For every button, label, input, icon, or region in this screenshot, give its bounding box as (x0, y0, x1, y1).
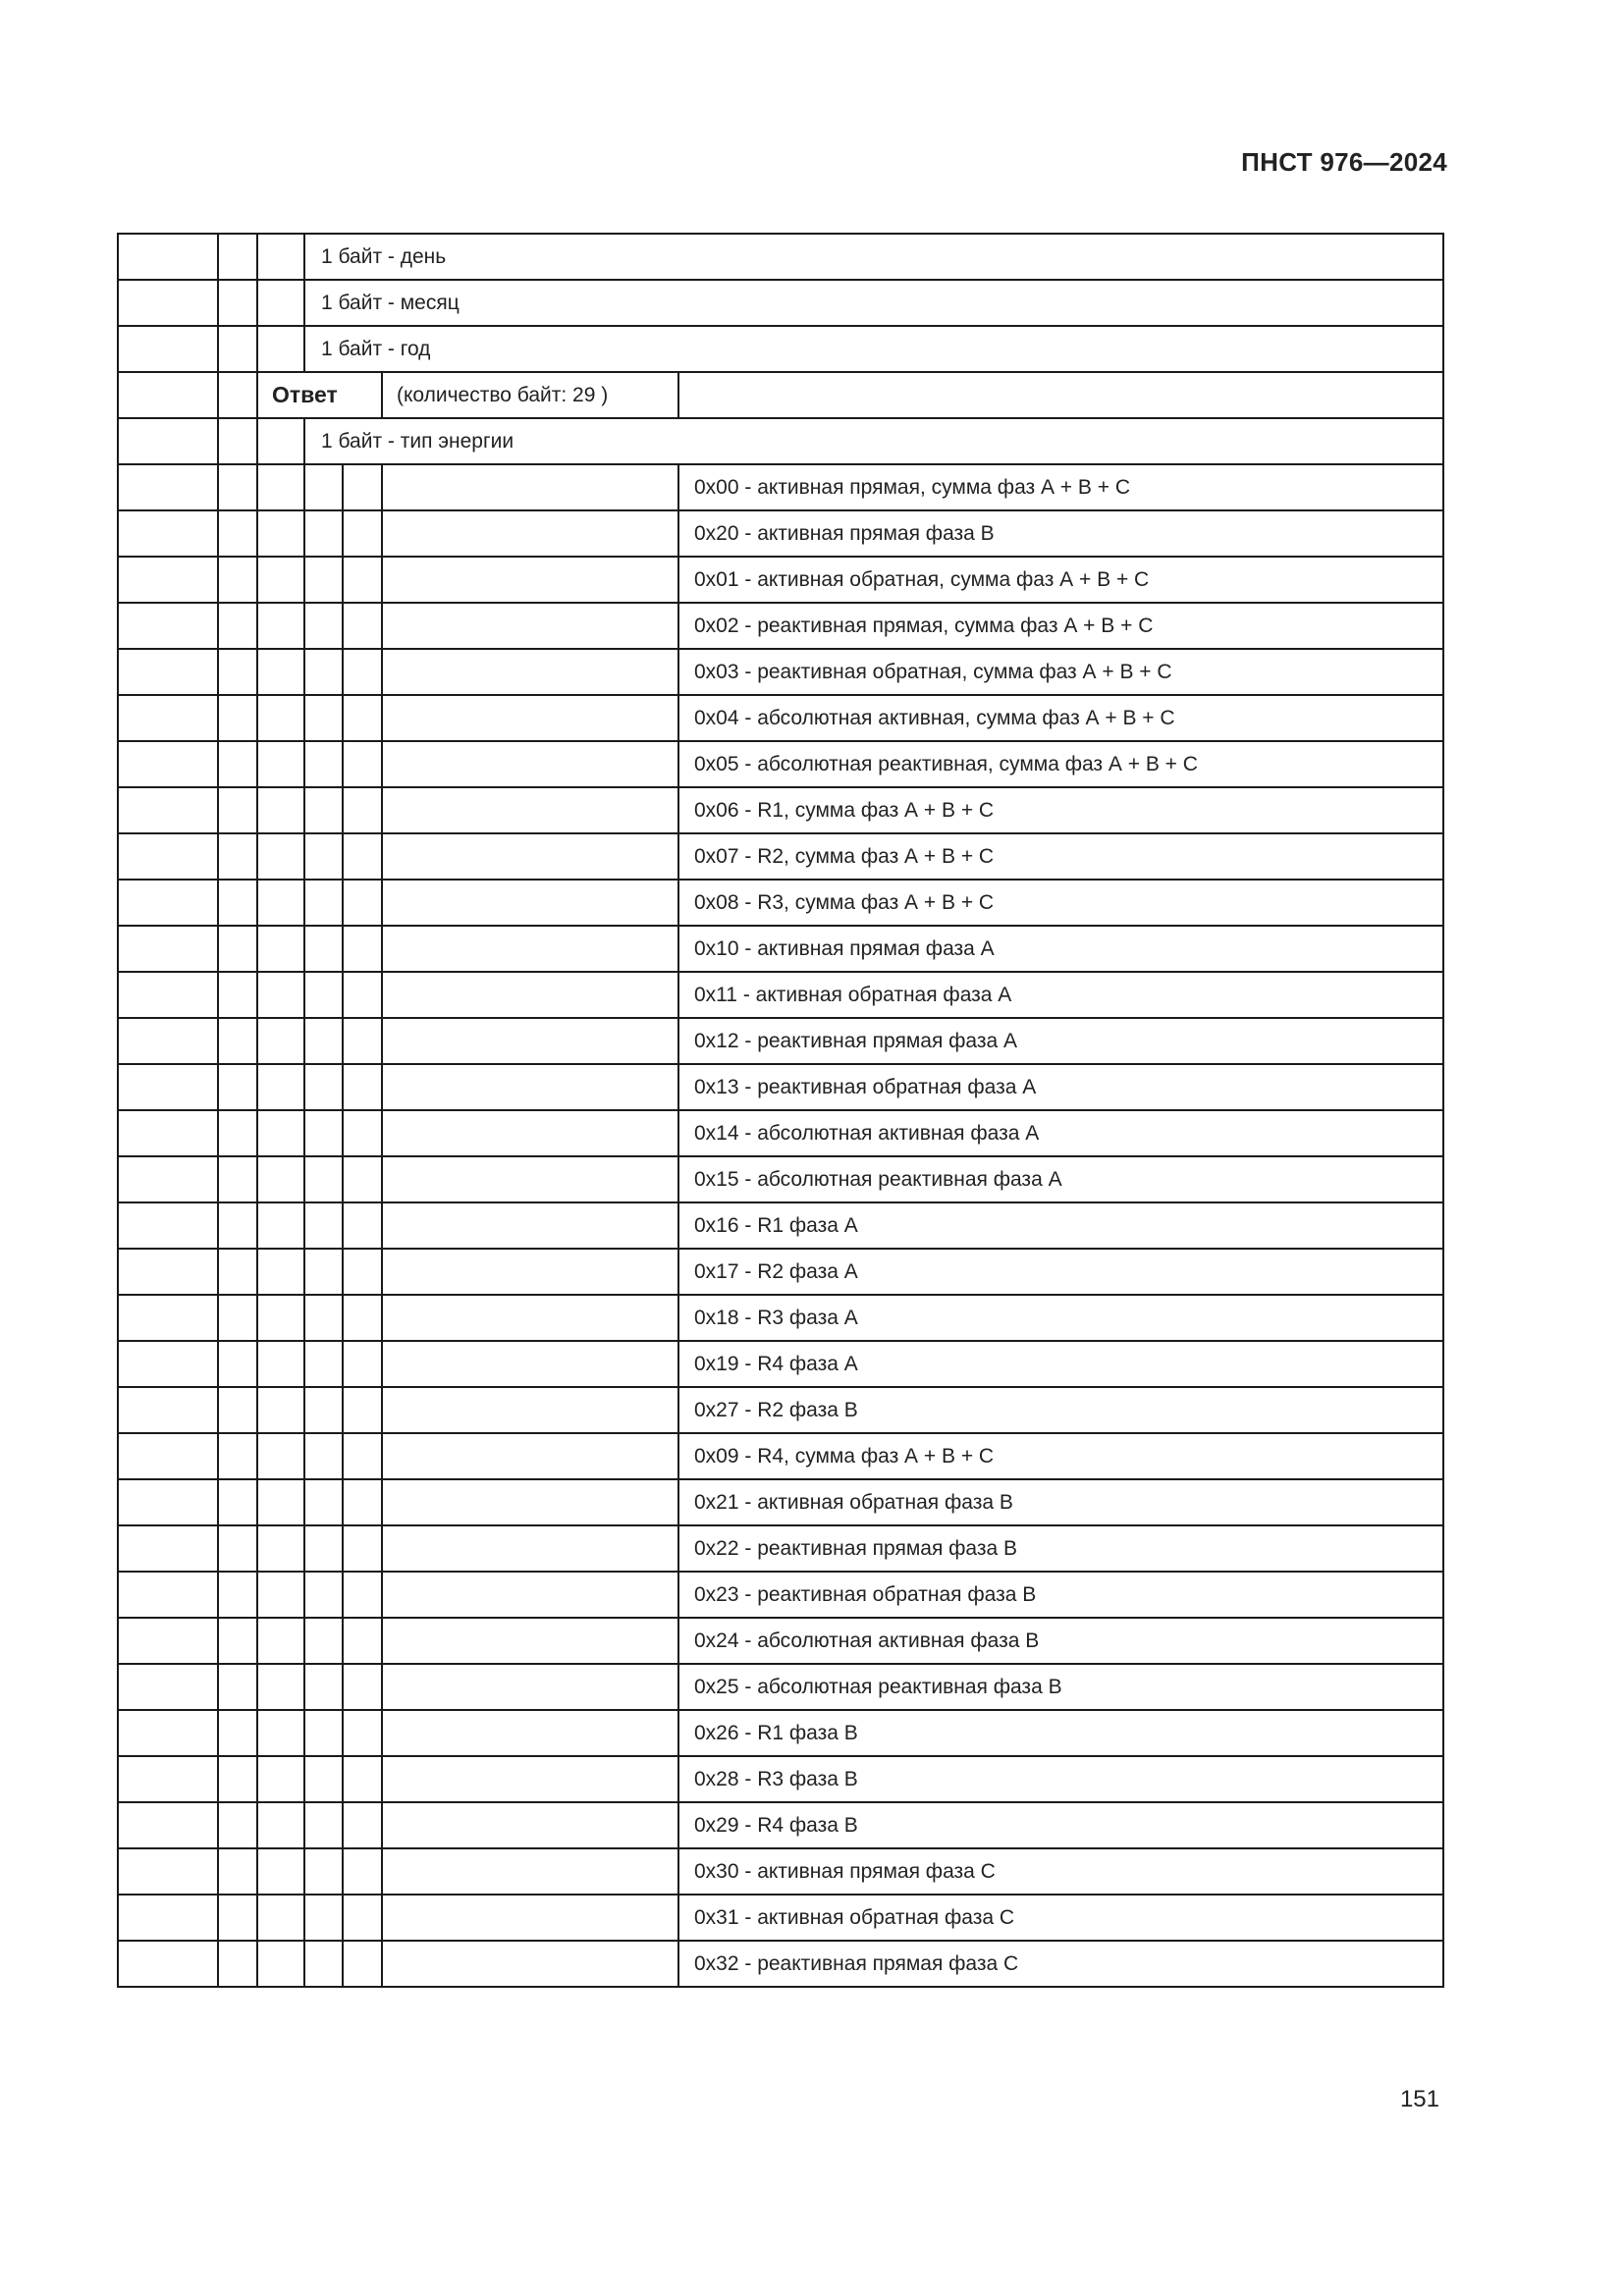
energy-value-row (118, 1572, 1443, 1618)
energy-value: 0x16 - R1 фаза А (678, 1202, 1443, 1249)
empty-cell (343, 510, 382, 557)
empty-cell (343, 464, 382, 510)
energy-value-row (118, 1848, 1443, 1895)
energy-value-row (118, 1387, 1443, 1433)
date-month-label: 1 байт - месяц (304, 280, 1443, 326)
energy-value-row (118, 741, 1443, 787)
empty-cell (257, 1895, 304, 1941)
empty-cell (382, 1756, 678, 1802)
energy-value-row (118, 695, 1443, 741)
energy-value: 0x26 - R1 фаза В (678, 1710, 1443, 1756)
energy-value: 0x31 - активная обратная фаза С (678, 1895, 1443, 1941)
empty-cell (257, 464, 304, 510)
empty-cell (118, 1941, 218, 1987)
empty-cell (304, 1018, 343, 1064)
empty-cell (118, 510, 218, 557)
empty-cell (304, 1848, 343, 1895)
empty-cell (257, 1802, 304, 1848)
empty-cell (343, 833, 382, 880)
empty-cell (118, 603, 218, 649)
empty-cell (343, 1848, 382, 1895)
empty-cell (118, 1156, 218, 1202)
empty-cell (382, 1295, 678, 1341)
empty-cell (304, 603, 343, 649)
energy-value-row (118, 1664, 1443, 1710)
empty-cell (343, 787, 382, 833)
empty-cell (304, 1572, 343, 1618)
empty-cell (382, 1941, 678, 1987)
empty-cell (343, 1664, 382, 1710)
energy-value: 0x10 - активная прямая фаза А (678, 926, 1443, 972)
energy-value: 0x29 - R4 фаза В (678, 1802, 1443, 1848)
energy-value-row (118, 1525, 1443, 1572)
empty-cell (257, 1479, 304, 1525)
empty-cell (343, 1341, 382, 1387)
empty-cell (343, 1202, 382, 1249)
energy-value: 0x01 - активная обратная, сумма фаз А + В + С (678, 557, 1443, 603)
empty-cell (118, 1479, 218, 1525)
empty-cell (218, 695, 257, 741)
empty-cell (382, 1110, 678, 1156)
energy-value-row (118, 1341, 1443, 1387)
empty-cell (304, 1110, 343, 1156)
empty-cell (218, 1756, 257, 1802)
energy-value: 0x30 - активная прямая фаза С (678, 1848, 1443, 1895)
energy-value: 0x23 - реактивная обратная фаза В (678, 1572, 1443, 1618)
empty-cell (218, 1479, 257, 1525)
empty-cell (257, 557, 304, 603)
empty-cell (382, 1895, 678, 1941)
empty-cell (218, 603, 257, 649)
empty-cell (218, 1064, 257, 1110)
empty-cell (343, 880, 382, 926)
empty-cell (118, 1341, 218, 1387)
empty-cell (257, 1156, 304, 1202)
empty-cell (118, 787, 218, 833)
empty-cell (343, 1249, 382, 1295)
answer-row (118, 372, 1443, 418)
empty-cell (343, 1387, 382, 1433)
empty-cell (343, 695, 382, 741)
empty-cell (257, 833, 304, 880)
energy-value: 0x07 - R2, сумма фаз А + В + С (678, 833, 1443, 880)
empty-cell (218, 1295, 257, 1341)
energy-value: 0x00 - активная прямая, сумма фаз А + В + С (678, 464, 1443, 510)
empty-cell (257, 603, 304, 649)
empty-cell (218, 1018, 257, 1064)
energy-value-row (118, 1156, 1443, 1202)
empty-cell (343, 1802, 382, 1848)
empty-cell (257, 1664, 304, 1710)
energy-value: 0x18 - R3 фаза А (678, 1295, 1443, 1341)
empty-cell (304, 1202, 343, 1249)
energy-value: 0x08 - R3, сумма фаз А + В + С (678, 880, 1443, 926)
empty-cell (218, 833, 257, 880)
empty-cell (218, 1664, 257, 1710)
empty-cell (218, 741, 257, 787)
empty-cell (304, 741, 343, 787)
empty-cell (382, 1525, 678, 1572)
energy-value: 0x06 - R1, сумма фаз А + В + С (678, 787, 1443, 833)
empty-cell (304, 695, 343, 741)
empty-cell (382, 926, 678, 972)
empty-cell (382, 1572, 678, 1618)
empty-cell (218, 557, 257, 603)
empty-cell (257, 1941, 304, 1987)
empty-cell (382, 1341, 678, 1387)
energy-value: 0x32 - реактивная прямая фаза С (678, 1941, 1443, 1987)
empty-cell (382, 1664, 678, 1710)
empty-cell (218, 1341, 257, 1387)
empty-cell (382, 1802, 678, 1848)
empty-cell (118, 972, 218, 1018)
empty-cell (257, 1710, 304, 1756)
energy-value-row (118, 1802, 1443, 1848)
empty-cell (304, 1756, 343, 1802)
empty-cell (118, 695, 218, 741)
answer-byte-count: (количество байт: 29 ) (382, 372, 678, 418)
empty-cell (218, 1202, 257, 1249)
empty-cell (257, 1249, 304, 1295)
empty-cell (118, 1525, 218, 1572)
energy-value-row (118, 833, 1443, 880)
energy-value: 0x21 - активная обратная фаза В (678, 1479, 1443, 1525)
empty-cell (118, 1756, 218, 1802)
empty-cell (304, 1479, 343, 1525)
empty-cell (382, 695, 678, 741)
empty-cell (304, 464, 343, 510)
table-row (118, 418, 1443, 464)
empty-cell (304, 557, 343, 603)
energy-value-row (118, 557, 1443, 603)
empty-cell (218, 972, 257, 1018)
table-row (118, 326, 1443, 372)
empty-cell (304, 1341, 343, 1387)
empty-cell (257, 1341, 304, 1387)
empty-cell (257, 510, 304, 557)
empty-cell (343, 1756, 382, 1802)
energy-value-row (118, 1249, 1443, 1295)
empty-cell (382, 1064, 678, 1110)
date-day-label: 1 байт - день (304, 234, 1443, 280)
empty-cell (118, 1895, 218, 1941)
empty-cell (382, 972, 678, 1018)
empty-cell (218, 1433, 257, 1479)
energy-value: 0x28 - R3 фаза В (678, 1756, 1443, 1802)
empty-cell (218, 1941, 257, 1987)
energy-value: 0x05 - абсолютная реактивная, сумма фаз А + В + С (678, 741, 1443, 787)
empty-cell (257, 1295, 304, 1341)
empty-cell (382, 1479, 678, 1525)
energy-value-row (118, 972, 1443, 1018)
energy-value-row (118, 1710, 1443, 1756)
empty-cell (118, 1249, 218, 1295)
empty-cell (343, 1895, 382, 1941)
empty-cell (257, 1848, 304, 1895)
energy-value-row (118, 926, 1443, 972)
empty-cell (257, 1572, 304, 1618)
energy-value-row (118, 649, 1443, 695)
empty-cell (304, 926, 343, 972)
empty-cell (343, 1572, 382, 1618)
empty-cell (118, 1664, 218, 1710)
empty-cell (343, 1018, 382, 1064)
empty-cell (304, 510, 343, 557)
energy-value-row (118, 603, 1443, 649)
empty-cell (304, 1895, 343, 1941)
empty-cell (257, 880, 304, 926)
empty-cell (343, 741, 382, 787)
empty-cell (304, 1433, 343, 1479)
empty-cell (343, 972, 382, 1018)
empty-cell (382, 1618, 678, 1664)
empty-cell (218, 787, 257, 833)
table-body (118, 234, 1443, 1987)
empty-cell (304, 787, 343, 833)
empty-cell (118, 1618, 218, 1664)
empty-cell (382, 1249, 678, 1295)
empty-cell (382, 1387, 678, 1433)
empty-cell (343, 603, 382, 649)
energy-value: 0x02 - реактивная прямая, сумма фаз А + В + С (678, 603, 1443, 649)
energy-value: 0x04 - абсолютная активная, сумма фаз А + В + С (678, 695, 1443, 741)
empty-cell (118, 1064, 218, 1110)
empty-cell (343, 1064, 382, 1110)
empty-cell (118, 1387, 218, 1433)
empty-cell (218, 880, 257, 926)
energy-value-row (118, 510, 1443, 557)
empty-cell (343, 1710, 382, 1756)
empty-cell (257, 1202, 304, 1249)
energy-value: 0x12 - реактивная прямая фаза А (678, 1018, 1443, 1064)
empty-cell (304, 1525, 343, 1572)
table-row (118, 280, 1443, 326)
empty-cell (382, 649, 678, 695)
energy-value: 0x19 - R4 фаза А (678, 1341, 1443, 1387)
empty-cell (218, 1572, 257, 1618)
empty-cell (257, 1018, 304, 1064)
empty-cell (118, 1848, 218, 1895)
empty-cell (343, 1618, 382, 1664)
empty-cell (218, 1249, 257, 1295)
empty-cell (304, 833, 343, 880)
empty-cell (304, 1064, 343, 1110)
energy-value-row (118, 880, 1443, 926)
energy-value-row (118, 1756, 1443, 1802)
empty-cell (257, 1433, 304, 1479)
empty-cell (118, 1433, 218, 1479)
empty-cell (304, 1710, 343, 1756)
empty-cell (218, 1156, 257, 1202)
energy-value-row (118, 1618, 1443, 1664)
empty-cell (218, 1110, 257, 1156)
energy-value: 0x17 - R2 фаза А (678, 1249, 1443, 1295)
empty-cell (343, 649, 382, 695)
energy-value: 0x15 - абсолютная реактивная фаза А (678, 1156, 1443, 1202)
empty-cell (257, 1387, 304, 1433)
energy-value-row (118, 1018, 1443, 1064)
empty-cell (118, 833, 218, 880)
empty-cell (304, 880, 343, 926)
empty-cell (343, 1295, 382, 1341)
empty-cell (118, 741, 218, 787)
energy-value-row (118, 1433, 1443, 1479)
energy-value-row (118, 787, 1443, 833)
empty-cell (382, 1433, 678, 1479)
energy-value-row (118, 464, 1443, 510)
empty-cell (343, 1525, 382, 1572)
empty-cell (343, 926, 382, 972)
energy-value-row (118, 1110, 1443, 1156)
energy-value-row (118, 1479, 1443, 1525)
energy-value: 0x25 - абсолютная реактивная фаза В (678, 1664, 1443, 1710)
empty-cell (118, 1572, 218, 1618)
empty-cell (257, 1525, 304, 1572)
energy-type-label: 1 байт - тип энергии (304, 418, 1443, 464)
document-id: ПНСТ 976—2024 (1241, 147, 1447, 177)
empty-cell (257, 926, 304, 972)
empty-cell (218, 1802, 257, 1848)
empty-cell (118, 926, 218, 972)
empty-cell (382, 1710, 678, 1756)
energy-value-row (118, 1202, 1443, 1249)
empty-cell (343, 1110, 382, 1156)
empty-cell (382, 1202, 678, 1249)
empty-cell (257, 1756, 304, 1802)
empty-cell (218, 926, 257, 972)
empty-cell (218, 1710, 257, 1756)
empty-cell (257, 741, 304, 787)
empty-cell (382, 787, 678, 833)
empty-cell (382, 880, 678, 926)
empty-cell (218, 1387, 257, 1433)
empty-cell (118, 1202, 218, 1249)
page-number: 151 (1399, 2086, 1439, 2112)
energy-value-row (118, 1895, 1443, 1941)
empty-cell (118, 464, 218, 510)
energy-value-row (118, 1064, 1443, 1110)
empty-cell (343, 1156, 382, 1202)
energy-value-row (118, 1941, 1443, 1987)
empty-cell (382, 741, 678, 787)
empty-cell (118, 1295, 218, 1341)
empty-cell (218, 1525, 257, 1572)
empty-cell (218, 464, 257, 510)
empty-cell (343, 1941, 382, 1987)
empty-cell (343, 557, 382, 603)
answer-label: Ответ (257, 372, 382, 418)
empty-cell (304, 1295, 343, 1341)
empty-cell (382, 833, 678, 880)
empty-cell (304, 1664, 343, 1710)
empty-cell (304, 1249, 343, 1295)
energy-value: 0x22 - реактивная прямая фаза В (678, 1525, 1443, 1572)
empty-cell (382, 603, 678, 649)
empty-cell (257, 649, 304, 695)
energy-value: 0x03 - реактивная обратная, сумма фаз А + В + С (678, 649, 1443, 695)
empty-cell (118, 649, 218, 695)
empty-cell (382, 1018, 678, 1064)
empty-cell (382, 1156, 678, 1202)
energy-value-row (118, 1295, 1443, 1341)
empty-cell (304, 1941, 343, 1987)
protocol-table (117, 233, 1444, 1988)
empty-cell (218, 1848, 257, 1895)
empty-cell (257, 1618, 304, 1664)
empty-cell (218, 510, 257, 557)
empty-cell (218, 1895, 257, 1941)
energy-value: 0x20 - активная прямая фаза В (678, 510, 1443, 557)
empty-cell (304, 1802, 343, 1848)
energy-value: 0x24 - абсолютная активная фаза В (678, 1618, 1443, 1664)
empty-cell (304, 1156, 343, 1202)
date-year-label: 1 байт - год (304, 326, 1443, 372)
empty-cell (118, 1110, 218, 1156)
empty-cell (382, 464, 678, 510)
empty-cell (118, 1018, 218, 1064)
empty-cell (257, 787, 304, 833)
empty-cell (382, 1848, 678, 1895)
empty-cell (257, 695, 304, 741)
empty-cell (257, 1064, 304, 1110)
empty-cell (304, 1618, 343, 1664)
empty-cell (218, 649, 257, 695)
energy-value: 0x13 - реактивная обратная фаза А (678, 1064, 1443, 1110)
empty-cell (382, 510, 678, 557)
empty-cell (118, 1710, 218, 1756)
energy-value: 0x14 - абсолютная активная фаза А (678, 1110, 1443, 1156)
empty-cell (304, 972, 343, 1018)
energy-value: 0x09 - R4, сумма фаз А + В + С (678, 1433, 1443, 1479)
empty-cell (257, 972, 304, 1018)
empty-cell (343, 1479, 382, 1525)
table-row (118, 234, 1443, 280)
empty-cell (382, 557, 678, 603)
empty-cell (304, 1387, 343, 1433)
empty-cell (304, 649, 343, 695)
empty-cell (118, 880, 218, 926)
empty-cell (343, 1433, 382, 1479)
energy-value: 0x27 - R2 фаза В (678, 1387, 1443, 1433)
empty-cell (257, 1110, 304, 1156)
protocol-table-frame (117, 233, 1442, 1988)
energy-value: 0x11 - активная обратная фаза А (678, 972, 1443, 1018)
empty-cell (118, 1802, 218, 1848)
empty-cell (118, 557, 218, 603)
empty-cell (218, 1618, 257, 1664)
